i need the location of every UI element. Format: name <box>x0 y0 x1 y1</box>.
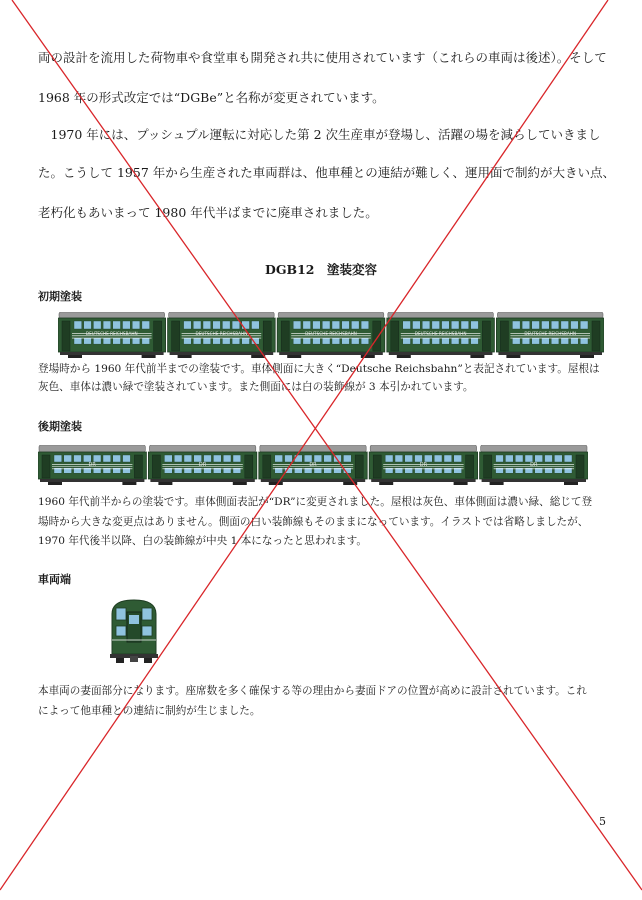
coach-lettering: DR <box>309 461 317 468</box>
coach-lettering: DR <box>419 461 428 468</box>
car-end-text-line: 本車両の妻面部分になります。座席数を多く確保する等の理由から妻面ドアの位置が高めに設計されています。これ <box>38 685 587 697</box>
coach-lettering: DR <box>88 461 96 468</box>
coach-lettering: DR <box>530 461 538 468</box>
body-text-line: 両の設計を流用した荷物車や食堂車も開発され共に使用されています（これらの車両は後述）。そして <box>38 50 607 65</box>
body-text-line: 1970 年には、プッシュプル運転に対応した第 2 次生産車が登場し、活躍の場を減らしていきまし <box>38 127 601 142</box>
late-livery-heading: 後期塗装 <box>38 420 82 433</box>
early-livery-text-line: 灰色、車体は濃い緑で塗装されています。また側面には白の装飾線が 3 本引かれています。 <box>38 381 474 393</box>
section-title: DGB12 塗装変容 <box>265 262 377 277</box>
coach-lettering: DEUTSCHE REICHSBAHN <box>195 331 248 337</box>
coach-lettering: DEUTSCHE REICHSBAHN <box>305 331 357 337</box>
late-livery-text-line: 1970 年代後半以降、白の装飾線が中央 1 本になったと思われます。 <box>38 535 367 547</box>
cross-stroke <box>12 0 642 890</box>
coach-lettering: DEUTSCHE REICHSBAHN <box>85 331 138 337</box>
coach-lettering: DR <box>198 461 207 468</box>
coach-lettering: DEUTSCHE REICHSBAHN <box>414 331 467 337</box>
coach-lettering: DEUTSCHE REICHSBAHN <box>524 331 577 337</box>
page-number: 5 <box>599 815 606 828</box>
car-end-text-line: によって他車種との連結に制約が生じました。 <box>38 705 261 717</box>
body-text-line: た。こうして 1957 年から生産された車両群は、他車種との連結が難しく、運用面で制約が大きい点、 <box>38 165 616 180</box>
body-text-line: 老朽化もあいまって 1980 年代半ばまでに廃車されました。 <box>38 205 378 220</box>
early-livery-heading: 初期塗装 <box>38 290 82 303</box>
early-livery-text-line: 登場時から 1960 年代前半までの塗装です。車体側面に大きく“Deutsche Reichsbahn”と表記されています。屋根は <box>38 363 600 375</box>
car-end-heading: 車両端 <box>38 573 71 586</box>
late-livery-text-line: 場時から大きな変更点はありません。側面の白い装飾線もそのままになっています。イラストでは省略しましたが、 <box>38 516 589 528</box>
late-livery-text-line: 1960 年代前半からの塗装です。車体側面表記が“DR”に変更されました。屋根は灰色、車体側面は濃い緑、総じて登 <box>38 496 593 508</box>
body-text-line: 1968 年の形式改定では“DGBe”と名称が変更されています。 <box>38 90 385 105</box>
